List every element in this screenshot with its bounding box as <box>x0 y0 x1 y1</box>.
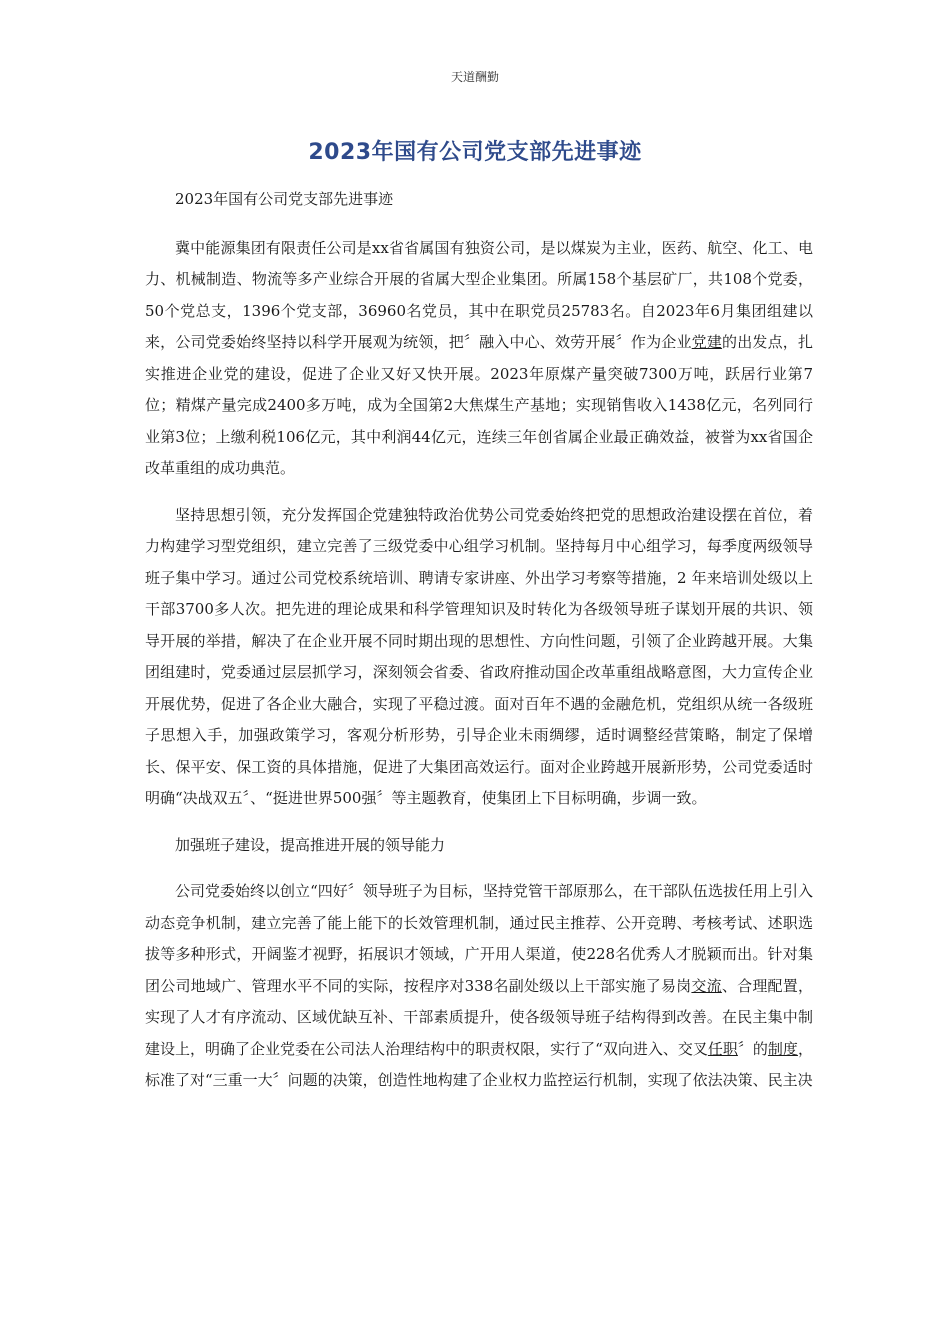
document-title: 2023年国有公司党支部先进事迹 <box>308 140 642 165</box>
appointment-link[interactable]: 任职 <box>707 1039 738 1058</box>
page-header: 天道酬勤 <box>450 70 499 84</box>
paragraph-intro-rest: 的出发点，扎实推进企业党的建设，促进了企业又好又快开展。2023年原煤产量突破7300万吨，跃居行业第7位；精煤产量完成2400多万吨，成为全国第2大焦煤生产基地；实现销售收入1438亿元，名列同行业第3位；上缴利税106亿元，其中利润44亿元，连续三年创省属企业最正确效益，被誉为xx省国企改革重组的成功典范。 <box>145 333 813 477</box>
section-heading-leadership: 加强班子建设，提高推进开展的领导能力 <box>175 835 446 854</box>
paragraph-intro <box>145 233 813 485</box>
paragraph-leadership-text-c: 〞的 <box>737 1039 768 1058</box>
document-subtitle: 2023年国有公司党支部先进事迹 <box>175 190 394 208</box>
exchange-link[interactable]: 交流 <box>691 976 722 995</box>
party-building-link[interactable]: 党建 <box>691 333 723 351</box>
paragraph-leadership-text-a: 公司党委始终以创立“四好〞领导班子为目标，坚持党管干部原那么，在干部队伍选拔任用上引入动态竞争机制，建立完善了能上能下的长效管理机制，通过民主推荐、公开竞聘、考核考试、述职选拔等多种形式，开阔鉴才视野，拓展识才领域，广开用人渠道，使228名优秀人才脱颖而出。针对集团公司地域广、管理水平不同的实际，按程序对338名副处级以上干部实施了易岗 <box>145 882 813 995</box>
paragraph-leadership-text-b: 、合理配置，实现了人才有序流动、区域优缺互补、干部素质提升，使各级领导班子结构得到改善。在民主集中制建设上，明确了企业党委在公司法人治理结构中的职责权限，实行了“双向进入、交叉 <box>145 976 813 1058</box>
paragraph-ideology: 坚持思想引领，充分发挥国企党建独特政治优势公司党委始终把党的思想政治建设摆在首位，着力构建学习型党组织，建立完善了三级党委中心组学习机制。坚持每月中心组学习，每季度两级领导班子集中学习。通过公司党校系统培训、聘请专家讲座、外出学习考察等措施，2 年来培训处级以上干部3700多人次。把先进的理论成果和科学管理知识及时转化为各级领导班子谋划开展的共识、领导开展的举措，解决了在企业开展不同时期出现的思想性、方向性问题，引领了企业跨越开展。大集团组建时，党委通过层层抓学习，深刻领会省委、省政府推动国企改革重组战略意图，大力宣传企业开展优势，促进了各企业大融合，实现了平稳过渡。面对百年不遇的金融危机，党组织从统一各级班子思想入手，加强政策学习，客观分析形势，引导企业未雨绸缪，适时调整经营策略，制定了保增长、保平安、保工资的具体措施，促进了大集团高效运行。面对企业跨越开展新形势，公司党委适时明确“决战双五〞、“挺进世界500强〞等主题教育，使集团上下目标明确，步调一致。 <box>145 505 813 807</box>
system-link[interactable]: 制度 <box>767 1039 798 1058</box>
document-body <box>145 184 813 1112</box>
paragraph-leadership <box>145 876 813 1097</box>
paragraph-leadership-text-d: ，标准了对“三重一大〞问题的决策，创造性地构建了企业权力监控运行机制，实现了依法决策、民主决 <box>145 1039 813 1089</box>
paragraph-intro-text: 冀中能源集团有限责任公司是xx省省属国有独资公司，是以煤炭为主业，医药、航空、化工、电力、机械制造、物流等多产业综合开展的省属大型企业集团。所属158个基层矿厂，共108个党委，50个党总支，1396个党支部，36960名党员，其中在职党员25783名。自2023年6月集团组建以来，公司党委始终坚持以科学开展观为统领，把〞融入中心、效劳开展〞作为企业 <box>145 238 813 351</box>
